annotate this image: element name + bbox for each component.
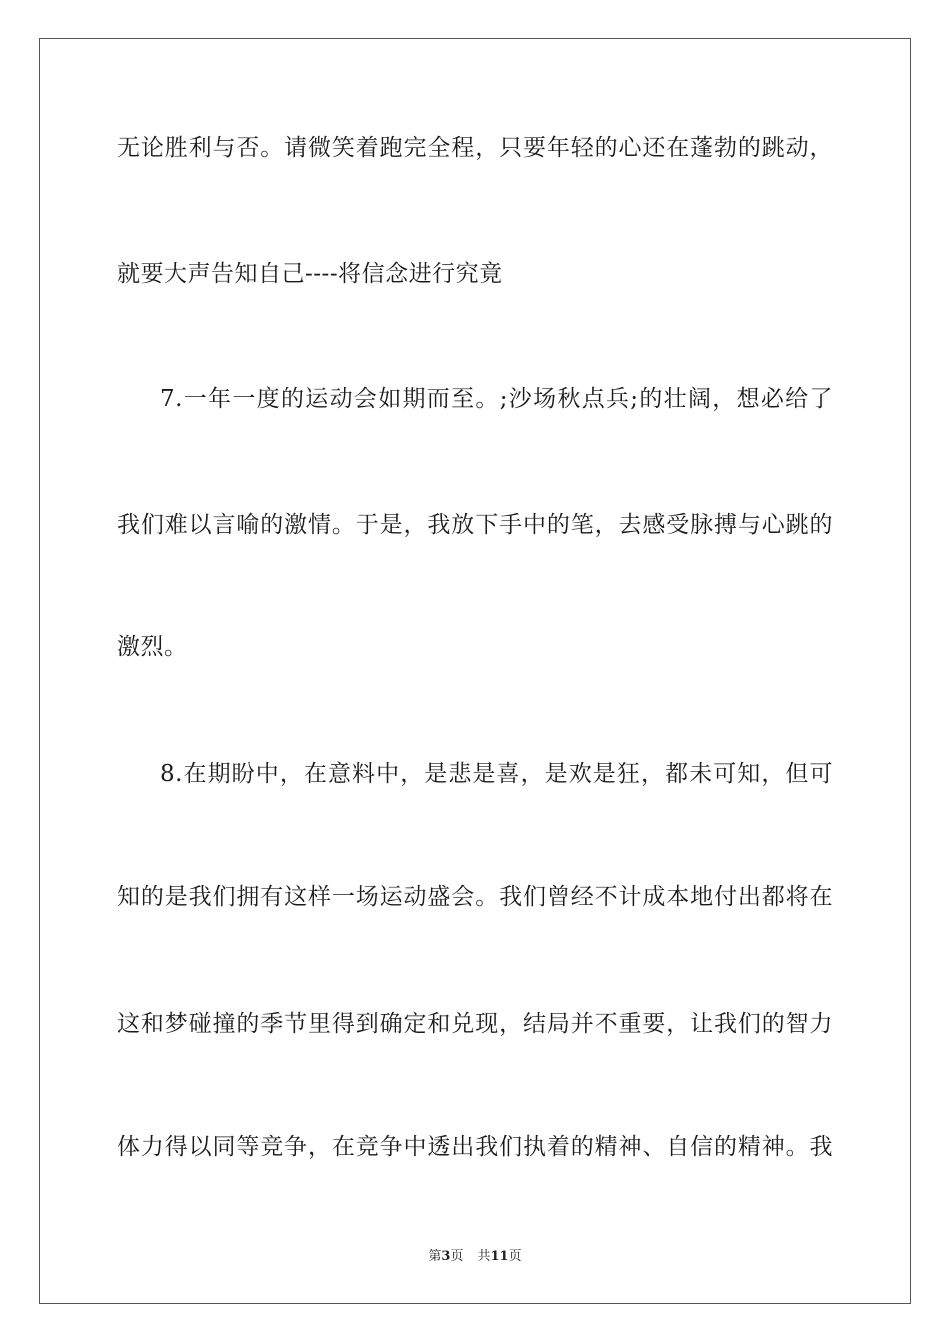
footer-page-current: 3 [441, 1249, 451, 1264]
footer-total-suffix: 页 [508, 1249, 522, 1264]
text-line-7: 知的是我们拥有这样一场运动盛会。我们曾经不计成本地付出都将在 [117, 884, 833, 910]
footer-page-suffix: 页 [450, 1249, 464, 1264]
text-line-5: 激烈。 [117, 634, 188, 660]
text-line-1: 无论胜利与否。请微笑着跑完全程，只要年轻的心还在蓬勃的跳动， [117, 135, 833, 161]
text-line-3: 7.一年一度的运动会如期而至。;沙场秋点兵;的壮阔，想必给了 [160, 386, 833, 412]
text-line-9: 体力得以同等竞争，在竞争中透出我们执着的精神、自信的精神。我 [117, 1134, 833, 1160]
page-border [39, 38, 911, 1304]
page-footer [0, 1248, 950, 1266]
footer-page-total: 11 [490, 1249, 509, 1264]
text-line-2: 就要大声告知自己----将信念进行究竟 [117, 261, 503, 287]
footer-total-prefix: 共 [477, 1249, 491, 1264]
text-line-8: 这和梦碰撞的季节里得到确定和兑现，结局并不重要，让我们的智力 [117, 1011, 833, 1037]
text-line-6: 8.在期盼中，在意料中，是悲是喜，是欢是狂，都未可知，但可 [160, 761, 833, 787]
footer-page-prefix: 第 [428, 1249, 442, 1264]
text-line-4: 我们难以言喻的激情。于是，我放下手中的笔，去感受脉搏与心跳的 [117, 512, 833, 538]
